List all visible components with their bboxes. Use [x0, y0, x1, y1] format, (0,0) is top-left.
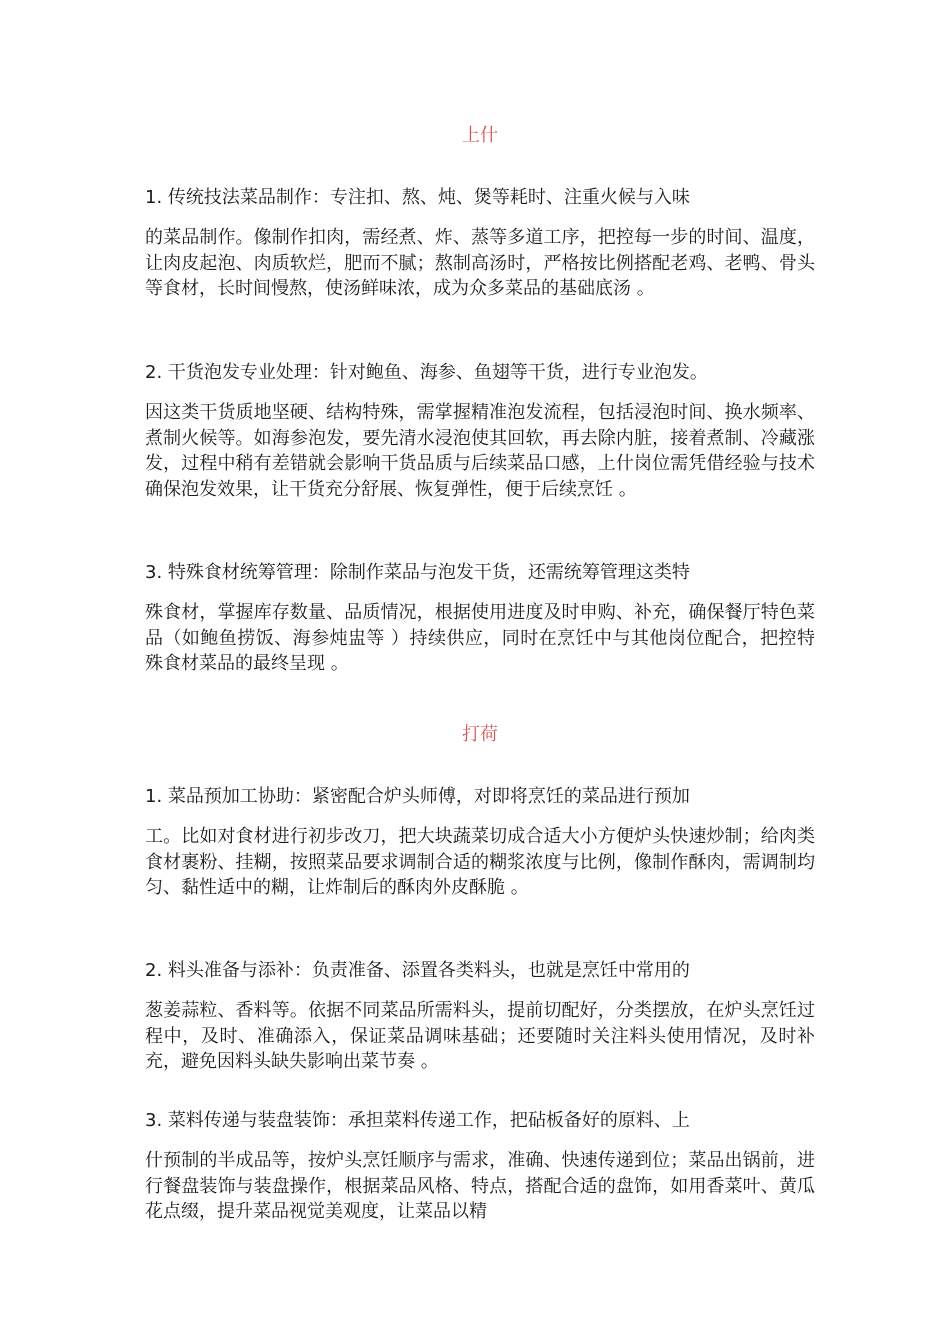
item-body: 殊食材，掌握库存数量、品质情况，根据使用进度及时申购、补充，确保餐厅特色菜品（如鲍鱼捞饭、海参炖盅等 ）持续供应，同时在烹饪中与其他岗位配合，把控特殊食材菜品的最终呈现 。: [145, 602, 815, 674]
item-heading: 2. 干货泡发专业处理：针对鲍鱼、海参、鱼翅等干货，进行专业泡发。: [145, 362, 708, 383]
item-body: 什预制的半成品等，按炉头烹饪顺序与需求，准确、快速传递到位；菜品出锅前，进行餐盘装饰与装盘操作，根据菜品风格、特点，搭配合适的盘饰，如用香菜叶、黄瓜花点缀，提升菜品视觉美观度，让菜品以精: [145, 1150, 815, 1222]
item-body: 工。比如对食材进行初步改刀，把大块蔬菜切成合适大小方便炉头快速炒制；给肉类食材裹粉、挂糊，按照菜品要求调制合适的糊浆浓度与比例，像制作酥肉，需调制均匀、黏性适中的糊，让炸制后的酥肉外皮酥脆 。: [145, 826, 815, 898]
item-body: 因这类干货质地坚硬、结构特殊，需掌握精准泡发流程，包括浸泡时间、换水频率、煮制火候等。如海参泡发，要先清水浸泡使其回软，再去除内脏，接着煮制、冷藏涨发，过程中稍有差错就会影响干货品质与后续菜品口感，上什岗位需凭借经验与技术确保泡发效果，让干货充分舒展、恢复弹性，便于后续烹饪 。: [145, 402, 815, 500]
item-heading: 1. 传统技法菜品制作：专注扣、熬、炖、煲等耗时、注重火候与入味: [145, 187, 690, 208]
item-heading: 1. 菜品预加工协助：紧密配合炉头师傅，对即将烹饪的菜品进行预加: [145, 786, 690, 807]
item-heading: 3. 特殊食材统筹管理：除制作菜品与泡发干货，还需统筹管理这类特: [145, 562, 690, 583]
section-title-shangshi: 上什: [462, 125, 498, 146]
list-item: [145, 958, 815, 1075]
item-heading: 2. 料头准备与添补：负责准备、添置各类料头，也就是烹饪中常用的: [145, 960, 690, 981]
item-body: 的菜品制作。像制作扣肉，需经煮、炸、蒸等多道工序，把控每一步的时间、温度，让肉皮起泡、肉质软烂，肥而不腻；熬制高汤时，严格按比例搭配老鸡、老鸭、骨头等食材，长时间慢熬，使汤鲜味浓，成为众多菜品的基础底汤 。: [145, 227, 815, 299]
list-item: [145, 1108, 815, 1225]
section-title-dahe: 打荷: [462, 724, 498, 745]
item-body: 葱姜蒜粒、香料等。依据不同菜品所需料头，提前切配好，分类摆放，在炉头烹饪过程中，及时、准确添入，保证菜品调味基础；还要随时关注料头使用情况，及时补充，避免因料头缺失影响出菜节奏 。: [145, 1000, 815, 1072]
list-item: [145, 185, 815, 302]
list-item: [145, 784, 815, 901]
list-item: [145, 560, 815, 677]
item-heading: 3. 菜料传递与装盘装饰：承担菜料传递工作，把砧板备好的原料、上: [145, 1110, 690, 1131]
list-item: [145, 360, 815, 502]
